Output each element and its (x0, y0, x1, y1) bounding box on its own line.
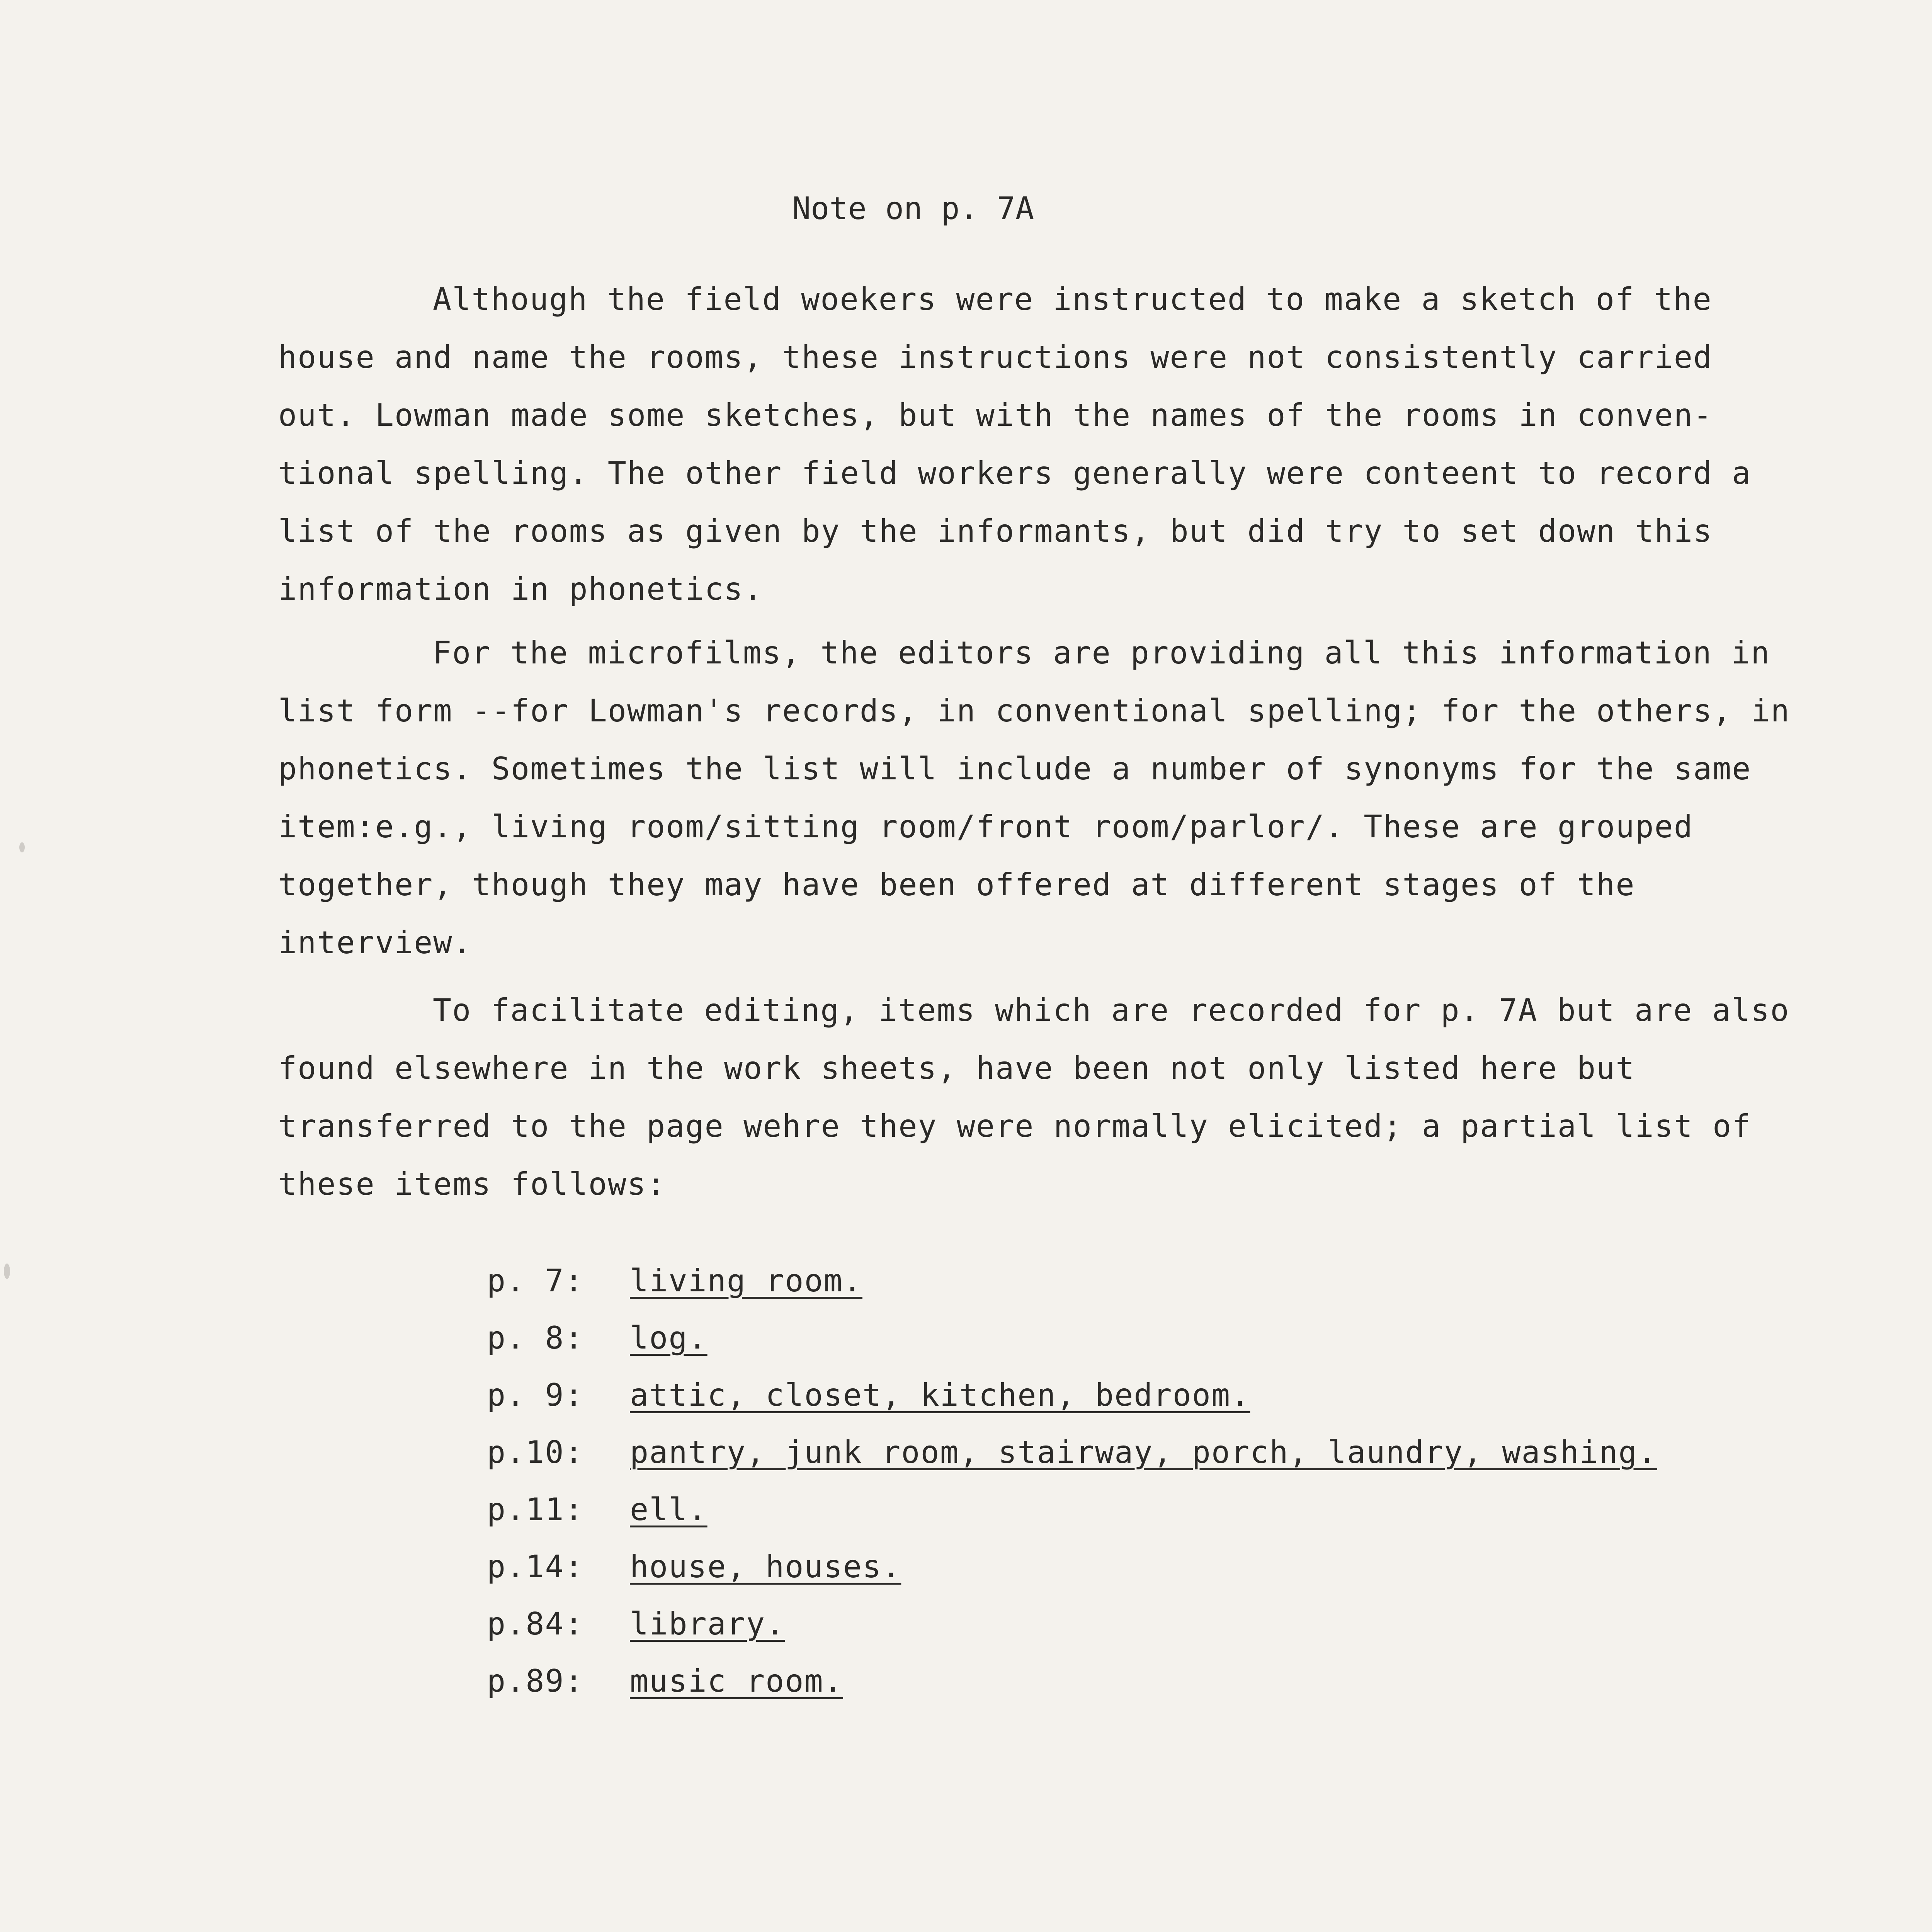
list-item-page: p.14: (487, 1548, 584, 1585)
list-item (487, 1423, 1801, 1481)
list-item (487, 1652, 1801, 1709)
paragraph-field-workers: Although the field woekers were instructed to make a sketch of the house and name the rooms, these instructions were not consistently carried out. Lowman made some sketches, but with the names of the rooms in conven-tional spelling. The other field workers generally were conteent to record a list of the rooms as given by the informants, but did try to set down this information in phonetics. (278, 281, 1752, 607)
list-item-page: p.10: (487, 1434, 584, 1470)
list-item-words: living room. (630, 1262, 862, 1299)
list-item-page: p.89: (487, 1663, 584, 1699)
list-item-words: house, houses. (630, 1548, 901, 1585)
list-item-words: library. (630, 1605, 785, 1642)
list-item-page: p.84: (487, 1605, 584, 1642)
list-item-words: pantry, junk room, stairway, porch, laundry, washing. (630, 1434, 1657, 1470)
list-item (487, 1366, 1801, 1423)
list-item-words: attic, closet, kitchen, bedroom. (630, 1377, 1250, 1413)
list-item-page: p. 8: (487, 1320, 584, 1356)
list-item (487, 1481, 1801, 1538)
list-item-words: log. (630, 1320, 707, 1356)
list-item-words: music room. (630, 1663, 843, 1699)
list-item (487, 1595, 1801, 1652)
paragraph-microfilms: For the microfilms, the editors are providing all this information in list form --for Lowman's records, in conventional spelling; for the others, in phonetics. Sometimes the list will include a number of synonyms for the same item:e.g., living room/sitting room/front room/parlor/. These are grouped together, though they may have been offered at different stages of the interview. (278, 635, 1790, 961)
list-item (487, 1309, 1801, 1366)
paragraph-editing: To facilitate editing, items which are recorded for p. 7A but are also found elsewhere in the work sheets, have been not only listed here but transferred to the page wehre they were normally elicited; a partial list of these items follows: (278, 992, 1790, 1202)
paper-speck (19, 842, 25, 852)
page-reference-list (487, 1252, 1801, 1709)
paper-speck (4, 1264, 10, 1279)
list-item (487, 1252, 1801, 1309)
list-item-page: p.11: (487, 1491, 584, 1527)
list-item (487, 1538, 1801, 1595)
list-item-words: ell. (630, 1491, 707, 1527)
document-title: Note on p. 7A (792, 190, 1034, 226)
list-item-page: p. 7: (487, 1262, 584, 1299)
list-item-page: p. 9: (487, 1377, 584, 1413)
